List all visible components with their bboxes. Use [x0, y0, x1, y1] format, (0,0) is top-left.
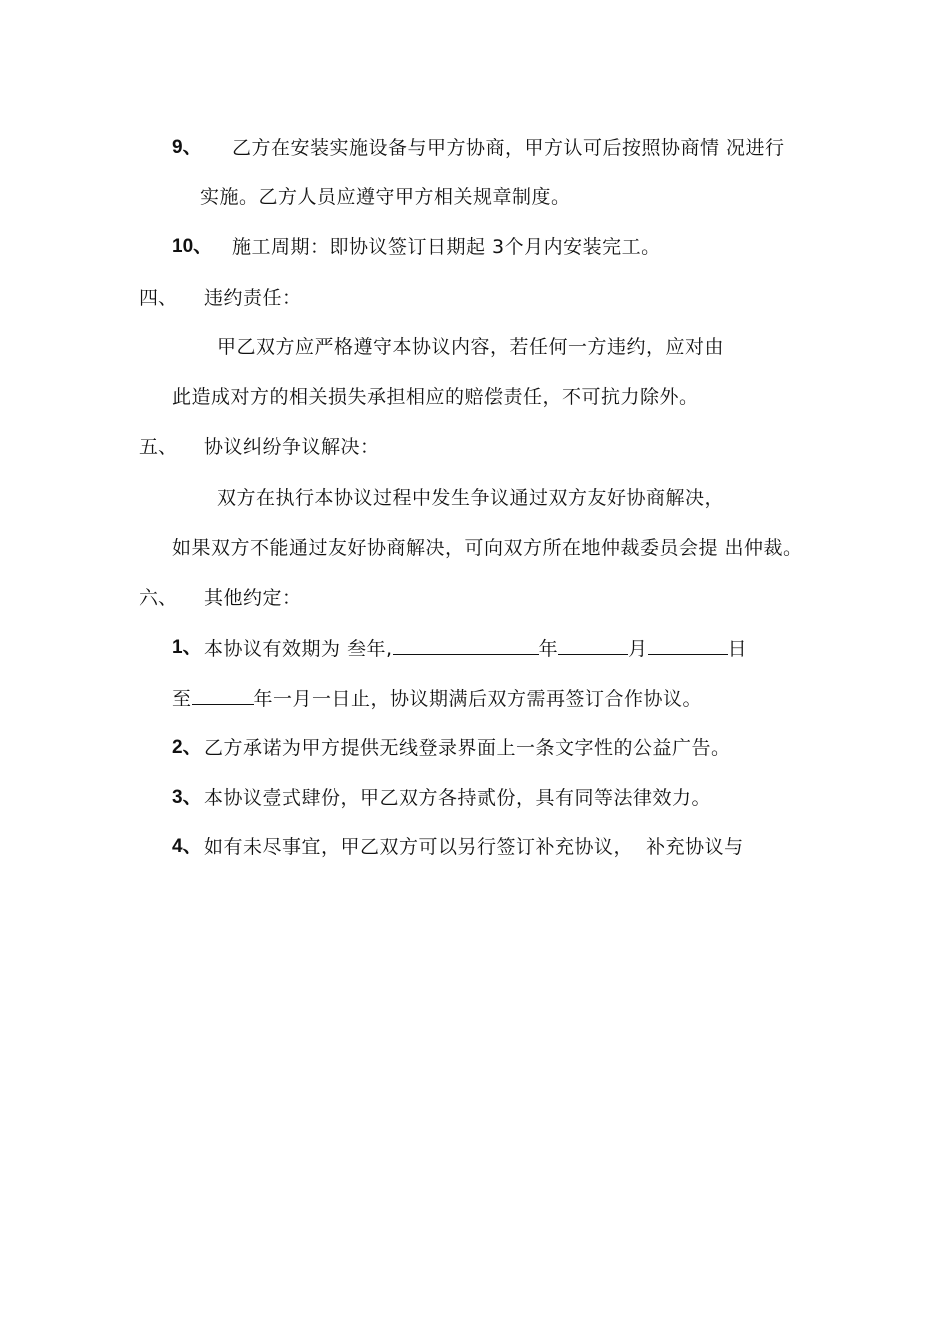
- section-5-number: 五、: [139, 436, 178, 458]
- start-year-blank: [393, 636, 539, 655]
- section-4-line-1: 甲乙双方应严格遵守本协议内容，若任何一方违约，应对由: [217, 336, 725, 358]
- item-6-1-line-1: [204, 636, 747, 661]
- item-9-line-2: 实施。乙方人员应遵守甲方相关规章制度。: [200, 186, 571, 208]
- validity-prefix: 本协议有效期为 叁年,: [204, 638, 393, 660]
- start-month-blank: [558, 636, 628, 655]
- item-6-3-number: 3、: [172, 787, 202, 808]
- section-5-line-1: 双方在执行本协议过程中发生争议通过双方友好协商解决，: [217, 487, 725, 509]
- item-6-1-line-2: [172, 686, 702, 711]
- section-6-number: 六、: [139, 587, 178, 609]
- end-year-blank: [192, 686, 254, 705]
- day-label: 日: [727, 638, 748, 660]
- item-6-3-text: 本协议壹式肆份，甲乙双方各持贰份，具有同等法律效力。: [204, 787, 712, 809]
- section-6-title: 其他约定：: [204, 587, 302, 609]
- item-9-line-1: 乙方在安装实施设备与甲方协商，甲方认可后按照协商情 况进行: [232, 137, 785, 159]
- end-suffix: 年一月一日止，协议期满后双方需再签订合作协议。: [253, 688, 703, 710]
- section-5-title: 协议纠纷争议解决：: [204, 436, 380, 458]
- section-5-line-2: 如果双方不能通过友好协商解决，可向双方所在地仲裁委员会提 出仲裁。: [172, 537, 803, 559]
- year-label: 年: [538, 638, 559, 660]
- item-10-text: 施工周期：即协议签订日期起 3个月内安装完工。: [232, 236, 661, 258]
- item-6-4-text: 如有未尽事宜，甲乙双方可以另行签订补充协议， 补充协议与: [204, 836, 744, 858]
- section-4-number: 四、: [139, 287, 178, 309]
- item-6-2-text: 乙方承诺为甲方提供无线登录界面上一条文字性的公益广告。: [204, 737, 731, 759]
- item-6-1-number: 1、: [172, 637, 202, 658]
- item-10-number: 10、: [172, 236, 213, 257]
- end-prefix: 至: [172, 688, 192, 710]
- item-6-2-number: 2、: [172, 737, 202, 758]
- item-9-number: 9、: [172, 137, 202, 158]
- start-day-blank: [648, 636, 728, 655]
- section-4-line-2: 此造成对方的相关损失承担相应的赔偿责任，不可抗力除外。: [172, 386, 699, 408]
- month-label: 月: [628, 638, 648, 660]
- item-6-4-number: 4、: [172, 836, 202, 857]
- section-4-title: 违约责任：: [204, 287, 302, 309]
